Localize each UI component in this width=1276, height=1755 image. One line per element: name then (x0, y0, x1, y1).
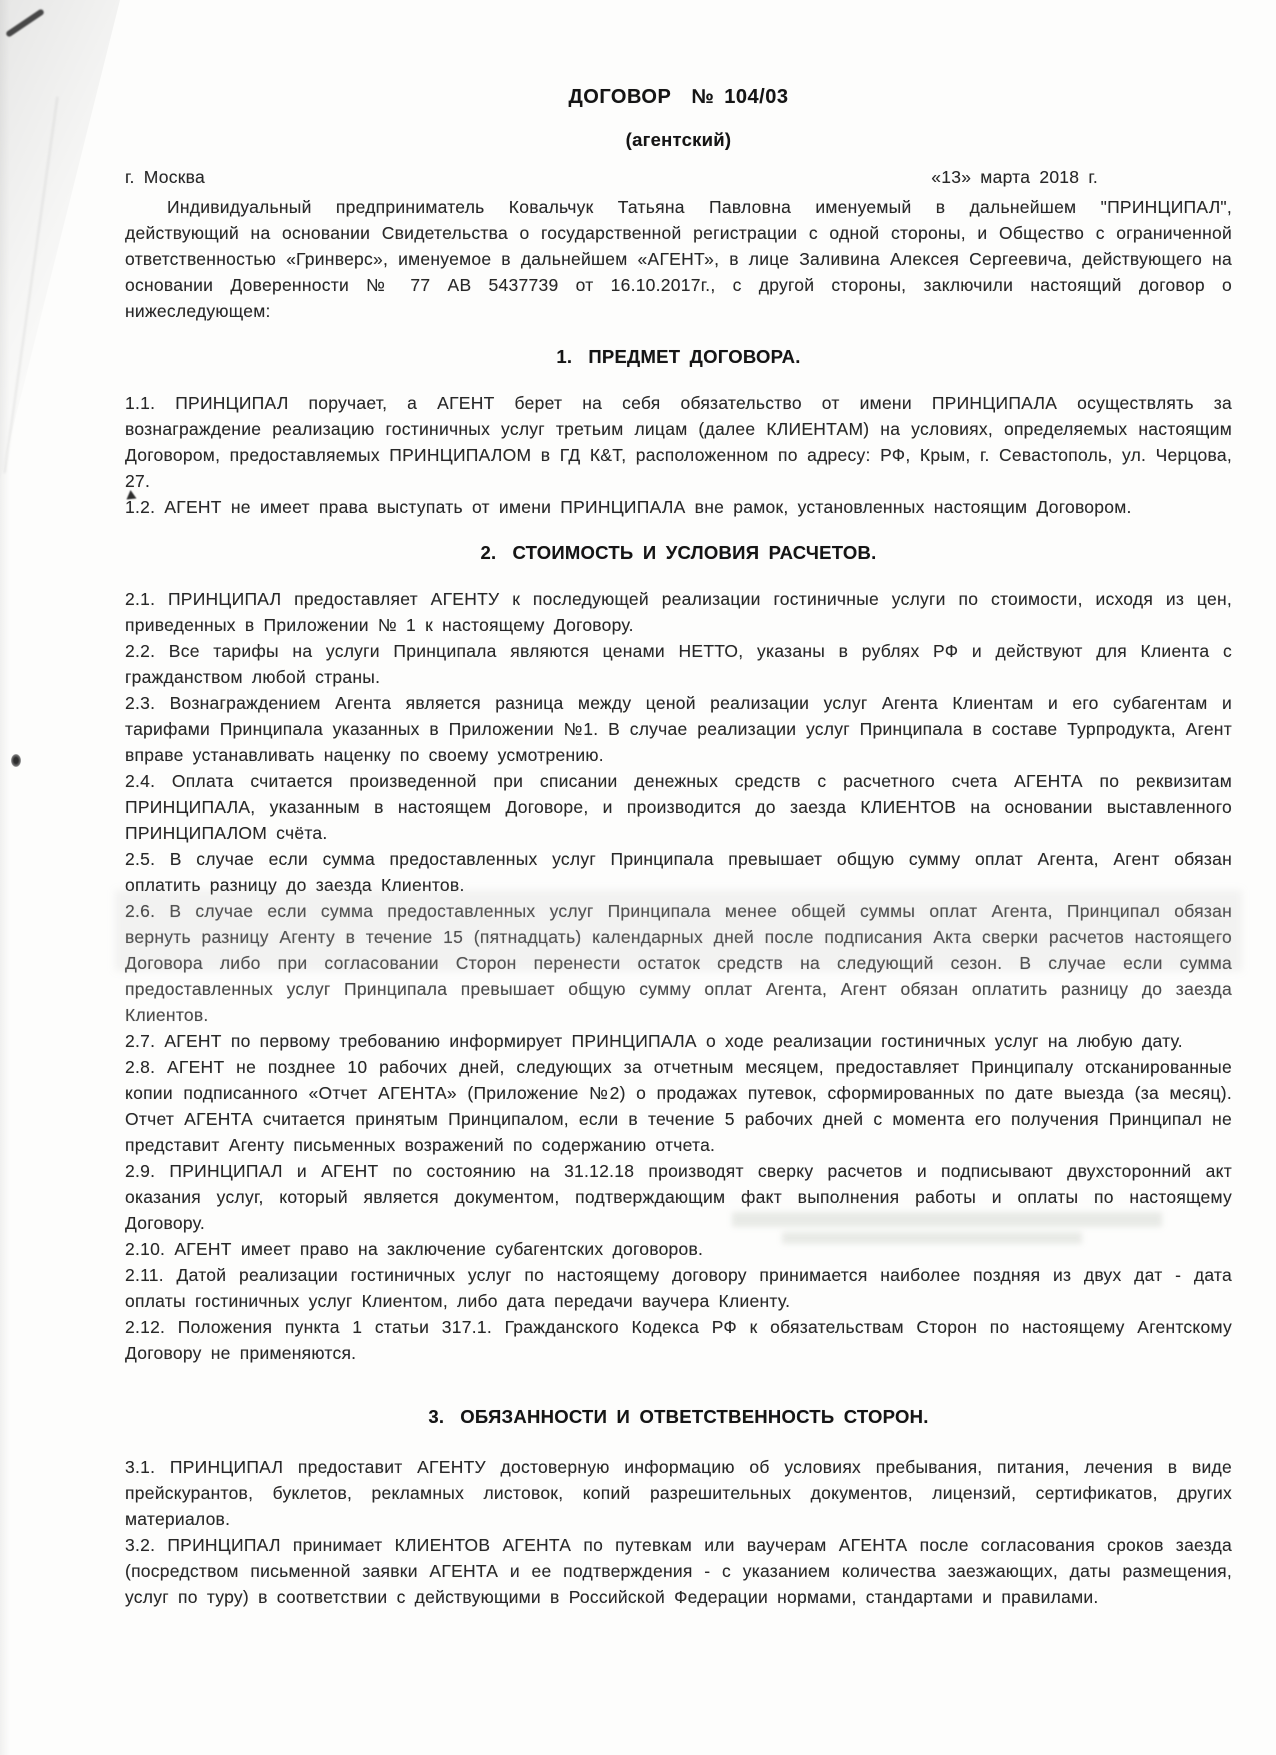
clause-number: 3.1. (125, 1457, 156, 1477)
clause-number: 2.4. (125, 771, 156, 791)
section-title: ПРЕДМЕТ ДОГОВОРА. (588, 346, 801, 367)
clause-1-1 (125, 390, 1232, 494)
clause-text: Вознаграждением Агента является разница между ценой реализации услуг Агента Клиентам и его субагентам и тарифами Принципала указанных в Приложении №1. В случае реализации услуг Принципала в составе Турпродукта, Агент вправе устанавливать наценку по своему усмотрению. (125, 693, 1232, 765)
scan-fold-shade-artifact (0, 0, 120, 480)
section-heading-3 (125, 1404, 1232, 1430)
scan-edge-shadow-artifact (0, 0, 10, 1755)
clause-number: 2.10. (125, 1239, 166, 1259)
section-title: СТОИМОСТЬ И УСЛОВИЯ РАСЧЕТОВ. (512, 542, 877, 563)
clause-number: 2.1. (125, 589, 156, 609)
section-number: 1. (556, 346, 573, 367)
scan-dot-artifact (11, 754, 21, 767)
clause-number: 2.7. (125, 1031, 156, 1051)
scan-fold-stroke-artifact (5, 8, 45, 38)
clause-text: Положения пункта 1 статьи 317.1. Гражданского Кодекса РФ к обязательствам Сторон по настоящему Агентскому Договору не применяются. (125, 1317, 1232, 1363)
section-heading-1 (125, 344, 1232, 370)
clause-number: 2.8. (125, 1057, 156, 1077)
clause-3-2 (125, 1532, 1232, 1610)
scan-smudge-artifact (732, 1212, 1162, 1227)
clause-2-4 (125, 768, 1232, 846)
clause-text: АГЕНТ имеет право на заключение субагентских договоров. (174, 1239, 704, 1259)
preamble: Индивидуальный предприниматель Ковальчук Татьяна Павловна именуемый в дальнейшем "ПРИНЦИПАЛ", действующий на основании Свидетельства о государственной регистрации с одной стороны, и Общество с ограниченной ответственностью «Гринверс», именуемое в дальнейшем «АГЕНТ», в лице Заливина Алексея Сергеевича, действующего на основании Доверенности № 77 АВ 5437739 от 16.10.2017г., с другой стороны, заключили настоящий договор о нижеследующем: (125, 197, 1232, 321)
document-title: ДОГОВОР № 104/03 (568, 86, 789, 108)
clause-text: Датой реализации гостиничных услуг по настоящему договору принимается наиболее поздняя из двух дат - дата оплаты гостиничных услуг Клиентом, либо дата передачи ваучера Клиенту. (125, 1265, 1232, 1311)
clause-text: В случае если сумма предоставленных услуг Принципала превышает общую сумму оплат Агента, Агент обязан оплатить разницу до заезда Клиентов. (125, 849, 1232, 895)
clause-3-1 (125, 1454, 1232, 1532)
clause-number: 2.6. (125, 901, 156, 921)
document-date: «13» марта 2018 г. (931, 167, 1098, 187)
clause-text: АГЕНТ по первому требованию информирует ПРИНЦИПАЛА о ходе реализации гостиничных услуг на любую дату. (164, 1031, 1183, 1051)
clause-number: 2.11. (125, 1265, 164, 1285)
clause-2-10 (125, 1236, 1232, 1262)
clause-text: ПРИНЦИПАЛ и АГЕНТ по состоянию на 31.12.18 производят сверку расчетов и подписывают двухсторонний акт оказания услуг, который является документом, подтверждающим факт выполнения работы и оплаты по настоящему Договору. (125, 1161, 1232, 1233)
section-number: 2. (480, 542, 497, 563)
clause-2-3 (125, 690, 1232, 768)
clause-2-1 (125, 586, 1232, 638)
clause-text: Оплата считается произведенной при списании денежных средств с расчетного счета АГЕНТА по реквизитам ПРИНЦИПАЛА, указанным в настоящем Договоре, и производится до заезда КЛИЕНТОВ на основании выставленного ПРИНЦИПАЛОМ счёта. (125, 771, 1232, 843)
section-number: 3. (428, 1406, 445, 1427)
section-title: ОБЯЗАННОСТИ И ОТВЕТСТВЕННОСТЬ СТОРОН. (460, 1406, 929, 1427)
clause-text: ПРИНЦИПАЛ предоставляет АГЕНТУ к последующей реализации гостиничные услуги по стоимости, исходя из цен, приведенных в Приложении № 1 к настоящему Договору. (125, 589, 1232, 635)
clause-text: ПРИНЦИПАЛ поручает, а АГЕНТ берет на себя обязательство от имени ПРИНЦИПАЛА осуществлять за вознаграждение реализацию гостиничных услуг третьим лицам (далее КЛИЕНТАМ) на условиях, определяемых настоящим Договором, предоставляемых ПРИНЦИПАЛОМ в ГД К&Т, расположенном по адресу: РФ, Крым, г. Севастополь, ул. Черцова, 27. (125, 393, 1232, 491)
clause-2-9 (125, 1158, 1232, 1236)
clause-2-5 (125, 846, 1232, 898)
meta-row (125, 164, 1232, 190)
clause-number: 3.2. (125, 1535, 156, 1555)
scan-fold-line-artifact (4, 97, 59, 474)
clause-text: АГЕНТ не позднее 10 рабочих дней, следующих за отчетным месяцем, предоставляет Принципалу отсканированные копии подписанного «Отчет АГЕНТА» (Приложение №2) о продажах путевок, сформированных по дате выезда (за месяц). Отчет АГЕНТА считается принятым Принципалом, если в течение 5 рабочих дней с момента его получения Принципал не представит Агенту письменных возражений по содержанию отчета. (125, 1057, 1232, 1155)
clause-text: ПРИНЦИПАЛ предоставит АГЕНТУ достоверную информацию об условиях пребывания, питания, лечения в виде прейскурантов, буклетов, рекламных листовок, копий разрешительных документов, лицензий, сертификатов, других материалов. (125, 1457, 1232, 1529)
clause-number: 2.5. (125, 849, 156, 869)
document-content (125, 86, 1232, 1610)
clause-text: АГЕНТ не имеет права выступать от имени ПРИНЦИПАЛА вне рамок, установленных настоящим Договором. (164, 497, 1132, 517)
clause-2-11 (125, 1262, 1232, 1314)
clause-2-6 (125, 898, 1232, 1028)
clause-number: 2.3. (125, 693, 156, 713)
clause-number: 2.9. (125, 1161, 156, 1181)
clause-text: В случае если сумма предоставленных услуг Принципала менее общей суммы оплат Агента, Принципал обязан вернуть разницу Агенту в течение 15 (пятнадцать) календарных дней после подписания Акта сверки расчетов настоящего Договора либо при согласовании Сторон перенести остаток средств на следующий сезон. В случае если сумма предоставленных услуг Принципала превышает общую сумму оплат Агента, Агент обязан оплатить разницу до заезда Клиентов. (125, 901, 1232, 1025)
clause-number: 1.1. (125, 393, 156, 413)
clause-2-8 (125, 1054, 1232, 1158)
clause-2-12 (125, 1314, 1232, 1366)
clause-number: 2.2. (125, 641, 156, 661)
clause-number: 1.2. (125, 497, 155, 517)
document-city: г. Москва (125, 167, 205, 187)
clause-text: ПРИНЦИПАЛ принимает КЛИЕНТОВ АГЕНТА по путевкам или ваучерам АГЕНТА после согласования сроков заезда (посредством письменной заявки АГЕНТА и ее подтверждения - с указанием количества заезжающих, даты размещения, услуг по туру) в соответствии с действующими в Российской Федерации нормами, стандартами и правилами. (125, 1535, 1232, 1607)
clause-1-2 (125, 494, 1232, 520)
clause-2-7 (125, 1028, 1232, 1054)
clause-text: Все тарифы на услуги Принципала являются ценами НЕТТО, указаны в рублях РФ и действуют для Клиента с гражданством любой страны. (125, 641, 1232, 687)
clause-2-2 (125, 638, 1232, 690)
section-heading-2 (125, 540, 1232, 566)
document-subtitle: (агентский) (625, 129, 732, 150)
scan-caret-artifact (126, 490, 137, 500)
clause-number: 2.12. (125, 1317, 166, 1337)
